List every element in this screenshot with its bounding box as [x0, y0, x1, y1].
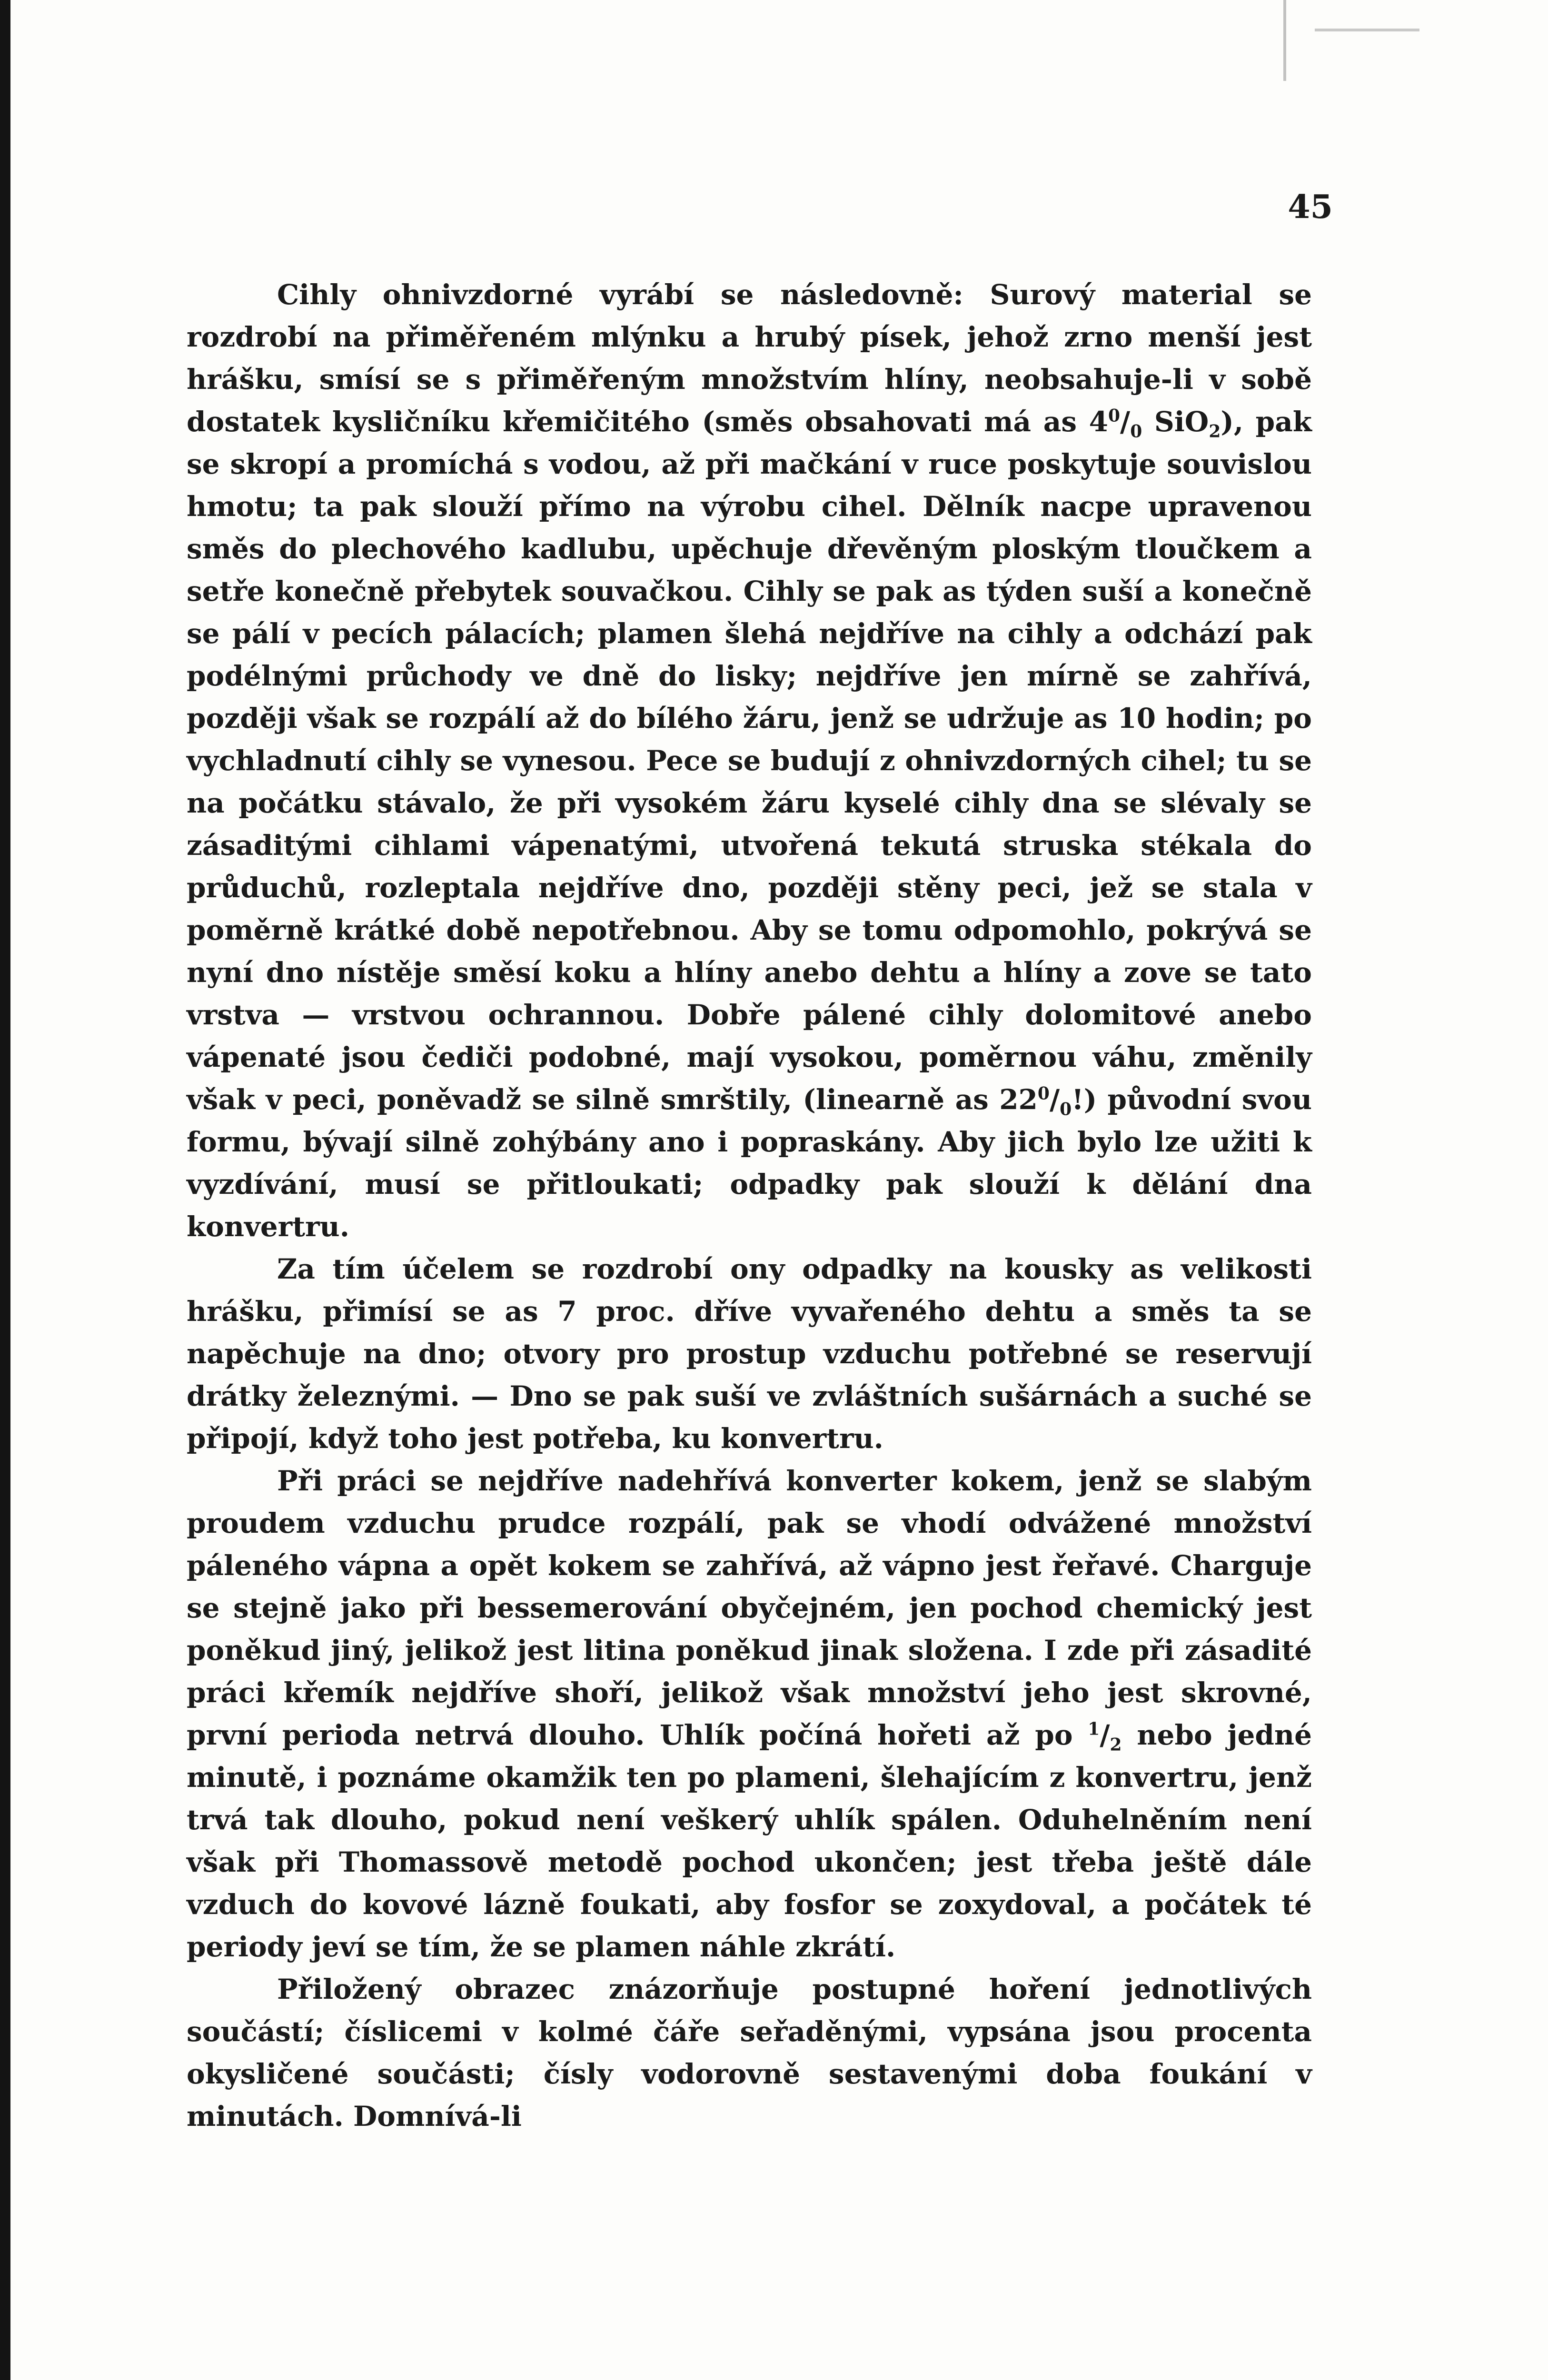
text-span: Při práci se nejdříve nadehřívá konverter kokem, jenž se slabým proudem vzduchu prudce rozpálí, pak se vhodí odvážené množství páleného vápna a opět kokem se zahřívá, až vápno jest řeřavé. Charguje se stejně jako při bessemerování obyčejném, jen pochod chemický jest poněkud jiný, jelikož jest litina poněkud jinak složena. I zde při zásadité práci křemík nejdříve shoří, jelikož však množství jeho jest skrovné, první perioda netrvá dlouho. Uhlík počíná hořeti až po: [187, 1465, 1312, 1751]
text-span: ), pak se skropí a promíchá s vodou, až při mačkání v ruce poskytuje souvislou hmotu; ta pak slouží přímo na výrobu cihel. Dělník nacpe upravenou směs do plechového kadlubu, upěchuje dřevěným ploským tloučkem a setře konečně přebytek souvačkou. Cihly se pak as týden suší a konečně se pálí v pecích pálacích; plamen šlehá nejdříve na cihly a odchází pak podélnými průchody ve dně do lisky; nejdříve jen mírně se zahřívá, později však se rozpálí až do bílého žáru, jenž se udržuje as 10 hodin; po vychladnutí cihly se vynesou. Pece se budují z ohnivzdorných cihel; tu se na počátku stávalo, že při vysokém žáru kyselé cihly dna se slévaly se zásaditými cihlami vápenatými, utvořená tekutá struska stékala do průduchů, rozleptala nejdříve dno, později stěny peci, jež se stala v poměrně krátké době nepotřebnou. Aby se tomu odpomohlo, pokrývá se nyní dno nístěje směsí koku a hlíny anebo dehtu a hlíny a zove se tato vrstva — vrstvou ochrannou. Dobře pálené cihly dolomitové anebo vápenaté jsou čediči podobné, mají vysokou, poměrnou váhu, změnily však v peci, poněvadž se silně smrštily, (linearně as 22: [187, 406, 1312, 1116]
text-span: !) původní svou formu, bývají silně zohýbány ano i popraskány. Aby jich bylo lze užiti k vyzdívání, musí se přitloukati; odpadky pak slouží k dělání dna konvertru.: [187, 1083, 1312, 1243]
text-span: nebo jedné minutě, i poznáme okamžik ten po plameni, šlehajícím z konvertru, jenž trvá tak dlouho, pokud není veškerý uhlík spálen. Oduhelněním není však při Thomassově metodě pochod ukončen; jest třeba ještě dále vzduch do kovové lázně foukati, aby fosfor se zoxydoval, a počátek té periody jeví se tím, že se plamen náhle zkrátí.: [187, 1719, 1312, 1963]
page-number: 45: [1288, 188, 1333, 226]
percent-sign-slash: /: [1049, 1083, 1060, 1116]
text-span: Za tím účelem se rozdrobí ony odpadky na kousky as velikosti hrášku, přimísí se as 7 proc. dříve vyvařeného dehtu a směs ta se napěchuje na dno; otvory pro prostup vzduchu potřebné se reservují drátky železnými. — Dno se pak suší ve zvláštních sušárnách a suché se připojí, když toho jest potřeba, ku konvertru.: [187, 1253, 1312, 1455]
formula-subscript: 2: [1209, 421, 1221, 442]
text-span: Cihly ohnivzdorné vyrábí se následovně: Surový material se rozdrobí na přiměřeném mlýnku a hrubý písek, jehož zrno menší jest hrášku, smísí se s přiměřeným množstvím hlíny, neobsahuje-li v sobě dostatek kysličníku křemičitého (směs obsahovati má as 4: [187, 278, 1312, 438]
percent-sign-slash: /: [1120, 406, 1131, 438]
body-text: [187, 274, 1312, 2138]
paragraph-pri-praci: [187, 1460, 1312, 1968]
percent-sign-top: 0: [1108, 406, 1121, 426]
text-span: Přiložený obrazec znázorňuje postupné hoření jednotlivých součástí; číslicemi v kolmé čáře seřaděnými, vypsána jsou procenta okysličené součásti; čísly vodorovně sestavenými doba foukání v minutách. Domnívá-li: [187, 1973, 1312, 2132]
paragraph-za-tim-ucelem: [187, 1248, 1312, 1460]
fraction-denominator: 2: [1110, 1735, 1122, 1755]
paragraph-prilozeny-obrazec: [187, 1968, 1312, 2138]
paragraph-cihly-ohnivzdorne: [187, 274, 1312, 1248]
percent-sign-top: 0: [1037, 1083, 1050, 1104]
percent-sign-bottom: 0: [1060, 1099, 1072, 1120]
scan-artifact-mark: [1283, 0, 1477, 81]
fraction-numerator: 1: [1088, 1719, 1100, 1739]
formula-sio: SiO: [1142, 406, 1209, 438]
page-edge-shadow: [0, 0, 10, 2380]
percent-sign-bottom: 0: [1130, 421, 1142, 442]
fraction-slash: /: [1100, 1719, 1110, 1751]
